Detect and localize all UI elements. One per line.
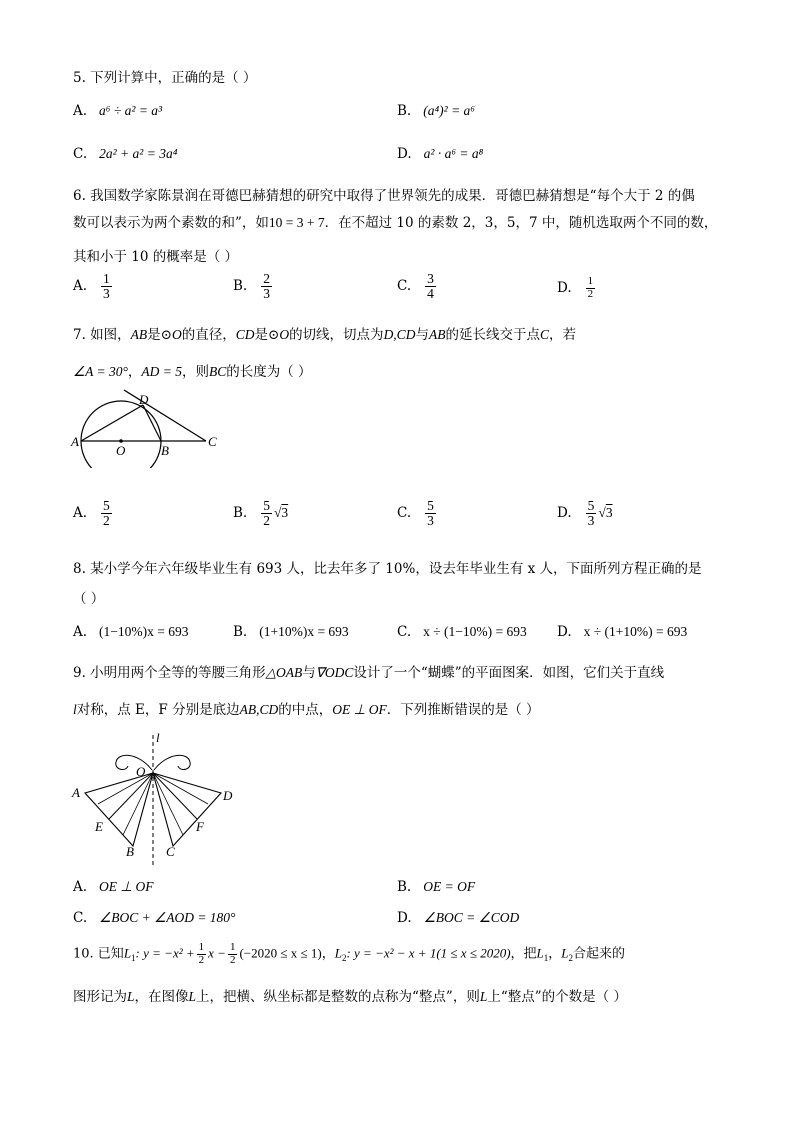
q8-option-c[interactable]: C. x ÷ (1−10%) = 693 (397, 624, 527, 640)
q5-option-c[interactable]: C. 2a² + a² = 3a⁴ (73, 146, 178, 162)
q5-option-d[interactable]: D. a² · a⁶ = a⁸ (397, 146, 484, 162)
q8-option-d[interactable]: D. x ÷ (1+10%) = 693 (557, 624, 688, 640)
label-f: F (196, 819, 204, 834)
q7-option-a[interactable]: A. $\frac{5}{2}$ (73, 498, 110, 529)
q5-option-b[interactable]: B. (a⁴)² = a⁶ (397, 103, 476, 119)
q9-line2: l对称，点 E，F 分别是底边AB,CD的中点，OE ⊥ OF．下列推断错误的是（ ） (73, 702, 540, 718)
q9-option-b[interactable]: B. OE = OF (397, 879, 476, 895)
q8-option-b[interactable]: B. (1+10%)x = 693 (233, 624, 349, 640)
left-antenna (116, 755, 152, 770)
q6-option-b[interactable]: B. $\frac{2}{3}$ (233, 271, 270, 302)
q9-line1: 9. 小明用两个全等的等腰三角形△OAB与∇ODC设计了一个“蝴蝶”的平面图案．如图，它们关于直线 (73, 665, 665, 681)
chord-db (143, 405, 161, 441)
q7-line2: ∠A = 30°，AD = 5，则BC的长度为（ ） (73, 364, 312, 380)
label-b: B (126, 844, 134, 859)
label-o: O (136, 764, 146, 779)
label-a: A (71, 434, 79, 449)
q6-line3: 其和小于 10 的概率是（ ） (73, 249, 239, 265)
tangent-cd (124, 390, 206, 441)
label-a: A (72, 785, 80, 800)
label-c: C (208, 434, 217, 449)
fan-line-4 (153, 773, 208, 804)
chord-ad (81, 405, 143, 441)
q7-option-c[interactable]: C. $\frac{5}{3}$ (397, 498, 434, 529)
label-c: C (166, 844, 175, 859)
q6-option-d[interactable]: D. $\frac{1}{2}$ (557, 275, 594, 300)
q5-stem: 5. 下列计算中，正确的是（ ） (73, 70, 257, 86)
label-l: l (156, 730, 160, 745)
q7-line1: 7. 如图，AB是⊙O的直径，CD是⊙O的切线，切点为D,CD与AB的延长线交于点C，若 (73, 327, 576, 343)
q6-line2: 数可以表示为两个素数的和”，如10 = 3 + 7．在不超过 10 的素数 2，3，5，7 中，随机选取两个不同的数， (73, 215, 718, 231)
q8-line1: 8. 某小学今年六年级毕业生有 693 人，比去年多了 10%，设去年毕业生有 x 人，下面所列方程正确的是 (73, 561, 702, 577)
q8-option-a[interactable]: A. (1−10%)x = 693 (73, 624, 189, 640)
q10-line2: 图形记为L，在图像L上，把横、纵坐标都是整数的点称为“整点”，则L上“整点”的个数是（ ） (73, 989, 627, 1005)
q9-option-a[interactable]: A. OE ⊥ OF (73, 879, 154, 895)
label-b: B (161, 443, 169, 458)
q9-butterfly-figure (68, 730, 243, 870)
q8-line2: （ ） (73, 591, 105, 607)
q6-option-c[interactable]: C. $\frac{3}{4}$ (397, 271, 434, 302)
q6-line1: 6. 我国数学家陈景润在哥德巴赫猜想的研究中取得了世界领先的成果．哥德巴赫猜想是“每个大于 2 的偶 (73, 188, 695, 204)
q7-option-d[interactable]: D. $\frac{5}{3}$ √3 (557, 498, 613, 529)
right-antenna (154, 755, 190, 770)
label-d: D (139, 392, 149, 407)
q5-option-a[interactable]: A. a⁶ ÷ a² = a³ (73, 103, 163, 119)
q9-option-d[interactable]: D. ∠BOC = ∠COD (397, 910, 520, 926)
label-d: D (223, 788, 233, 803)
q6-option-a[interactable]: A. $\frac{1}{3}$ (73, 271, 110, 302)
q10-line1: 10. 已知$L_1$: y = −x² + $\frac{1}{2}$ x − $\frac{1}{2}$ (−2020 ≤ x ≤ 1)，$L_2$: y = −x² − x + 1(1 ≤ x ≤ 2020)，把$L_1$，$L_2$合起来的 (73, 941, 626, 966)
label-o: O (116, 443, 126, 458)
q7-circle-figure (66, 388, 226, 468)
q9-option-c[interactable]: C. ∠BOC + ∠AOD = 180° (73, 910, 236, 926)
label-e: E (95, 819, 103, 834)
q7-option-b[interactable]: B. $\frac{5}{2}$ √3 (233, 498, 289, 529)
